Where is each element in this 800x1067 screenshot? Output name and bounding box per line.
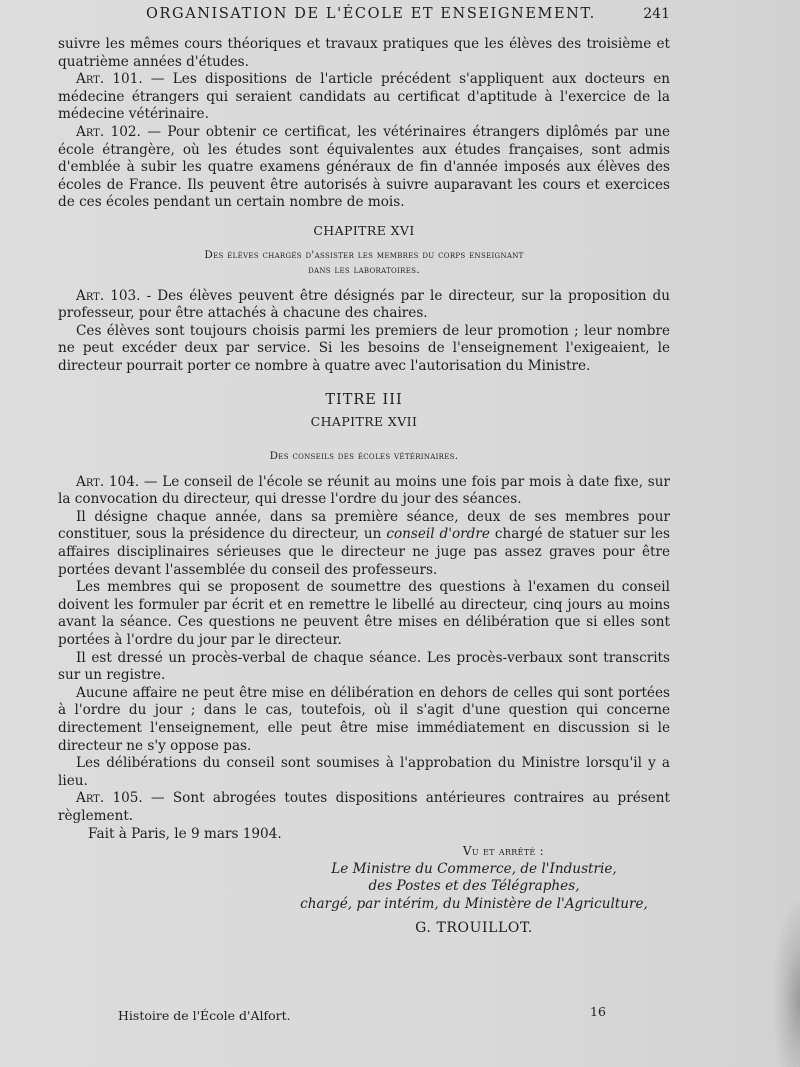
article-label: Art. 104.: [76, 473, 140, 490]
chapter-subtitle-line: dans les laboratoires.: [308, 263, 420, 276]
paragraph: [58, 509, 670, 579]
paragraph: Aucune affaire ne peut être mise en délibération en dehors de celles qui sont portées à l'ordre du jour ; dans le cas, toutefois, où il s'agit d'une question qui concerne directement l'enseignement, elle peut être mise immédiatement en discussion si le directeur ne s'y oppose pas.: [58, 684, 670, 754]
running-title: ORGANISATION DE L'ÉCOLE ET ENSEIGNEMENT.: [146, 6, 596, 22]
article-label: Art. 102.: [76, 123, 141, 140]
paragraph: Il est dressé un procès-verbal de chaque séance. Les procès-verbaux sont transcrits sur un registre.: [58, 649, 670, 684]
article-105: [58, 790, 670, 825]
chapter-subtitle-17: Des conseils des écoles vétérinaires.: [269, 449, 459, 462]
text-column: [58, 36, 670, 937]
article-text: — Les dispositions de l'article précédent s'appliquent aux docteurs en médecine étrangers qui seraient candidats au certificat d'aptitude à l'exercice de la médecine vétérinaire.: [58, 71, 670, 123]
article-text: - Des élèves peuvent être désignés par le directeur, sur la proposition du professeur, pour être attachés à chacune des chaires.: [58, 287, 671, 322]
chapter-subtitle-16: [58, 248, 670, 278]
article-label: Art. 103.: [76, 287, 141, 304]
signature-block: [278, 861, 670, 914]
chapter-heading-17: CHAPITRE XVII: [310, 414, 418, 430]
paragraph-continuation: suivre les mêmes cours théoriques et travaux pratiques que les élèves des troisième et quatrième années d'études.: [58, 36, 670, 70]
italic-term: conseil d'ordre: [386, 526, 490, 543]
signature-line: chargé, par intérim, du Ministère de l'Agriculture,: [300, 895, 648, 912]
article-label: Art. 105.: [76, 790, 143, 807]
paragraph-text: Il désigne chaque année, dans sa première séance, deux de ses membres pour constituer, sous la présidence du directeur, un: [58, 508, 670, 543]
signatory-name: G. TROUILLOT.: [415, 919, 533, 936]
article-label: Art. 101.: [76, 71, 143, 88]
article-102: [58, 124, 670, 212]
paragraph: Ces élèves sont toujours choisis parmi les premiers de leur promotion ; leur nombre ne peut excéder deux par service. Si les besoins de l'enseignement l'exigeaient, le directeur pourrait porter ce nombre à quatre avec l'autorisation du Ministre.: [58, 322, 670, 374]
article-text: — Le conseil de l'école se réunit au moins une fois par mois à date fixe, sur la convocation du directeur, qui dresse l'ordre du jour des séances.: [58, 473, 671, 508]
paragraph: Les délibérations du conseil sont soumises à l'approbation du Ministre lorsqu'il y a lieu.: [58, 755, 670, 789]
signature-line: des Postes et des Télégraphes,: [368, 878, 580, 895]
article-104: [58, 474, 670, 509]
approval-line: Vu et arrêté :: [462, 844, 544, 859]
titre-heading: TITRE III: [325, 391, 403, 408]
signature-line: Le Ministre du Commerce, de l'Industrie,: [331, 860, 617, 877]
paragraph: Les membres qui se proposent de soumettre des questions à l'examen du conseil doivent les formuler par écrit et en remettre le libellé au directeur, cinq jours au moins avant la séance. Ces questions ne peuvent être mises en délibération que si elles sont portées à l'ordre du jour par le directeur.: [58, 579, 670, 649]
article-text: — Pour obtenir ce certificat, les vétérinaires étrangers diplômés par une école étrangère, où les études sont équivalentes aux études françaises, sont admis d'emblée à subir les quatre examens généraux de fin d'année imposés aux élèves des écoles de France. Ils peuvent être autorisés à suivre auparavant les cours et exercices de ces écoles pendant un certain nombre de mois.: [58, 123, 670, 211]
chapter-subtitle-line: Des élèves chargés d'assister les membres du corps enseignant: [204, 248, 524, 261]
article-text: — Sont abrogées toutes dispositions antérieures contraires au présent règlement.: [58, 790, 670, 824]
page-number: 241: [643, 6, 670, 22]
footer-book-title: Histoire de l'École d'Alfort.: [118, 1008, 291, 1023]
page-edge-shadow: [774, 900, 800, 1067]
running-header: [58, 6, 670, 28]
chapter-heading-16: CHAPITRE XVI: [313, 222, 415, 238]
date-line: Fait à Paris, le 9 mars 1904.: [88, 825, 282, 842]
paragraph-text: chargé de statuer sur les affaires disciplinaires sérieuses que le directeur ne juge pas assez graves pour être portées devant l'assemblée du conseil des professeurs.: [58, 526, 670, 578]
article-101: [58, 71, 670, 124]
footer-signature-mark: 16: [590, 1004, 606, 1019]
article-103: [58, 288, 670, 323]
